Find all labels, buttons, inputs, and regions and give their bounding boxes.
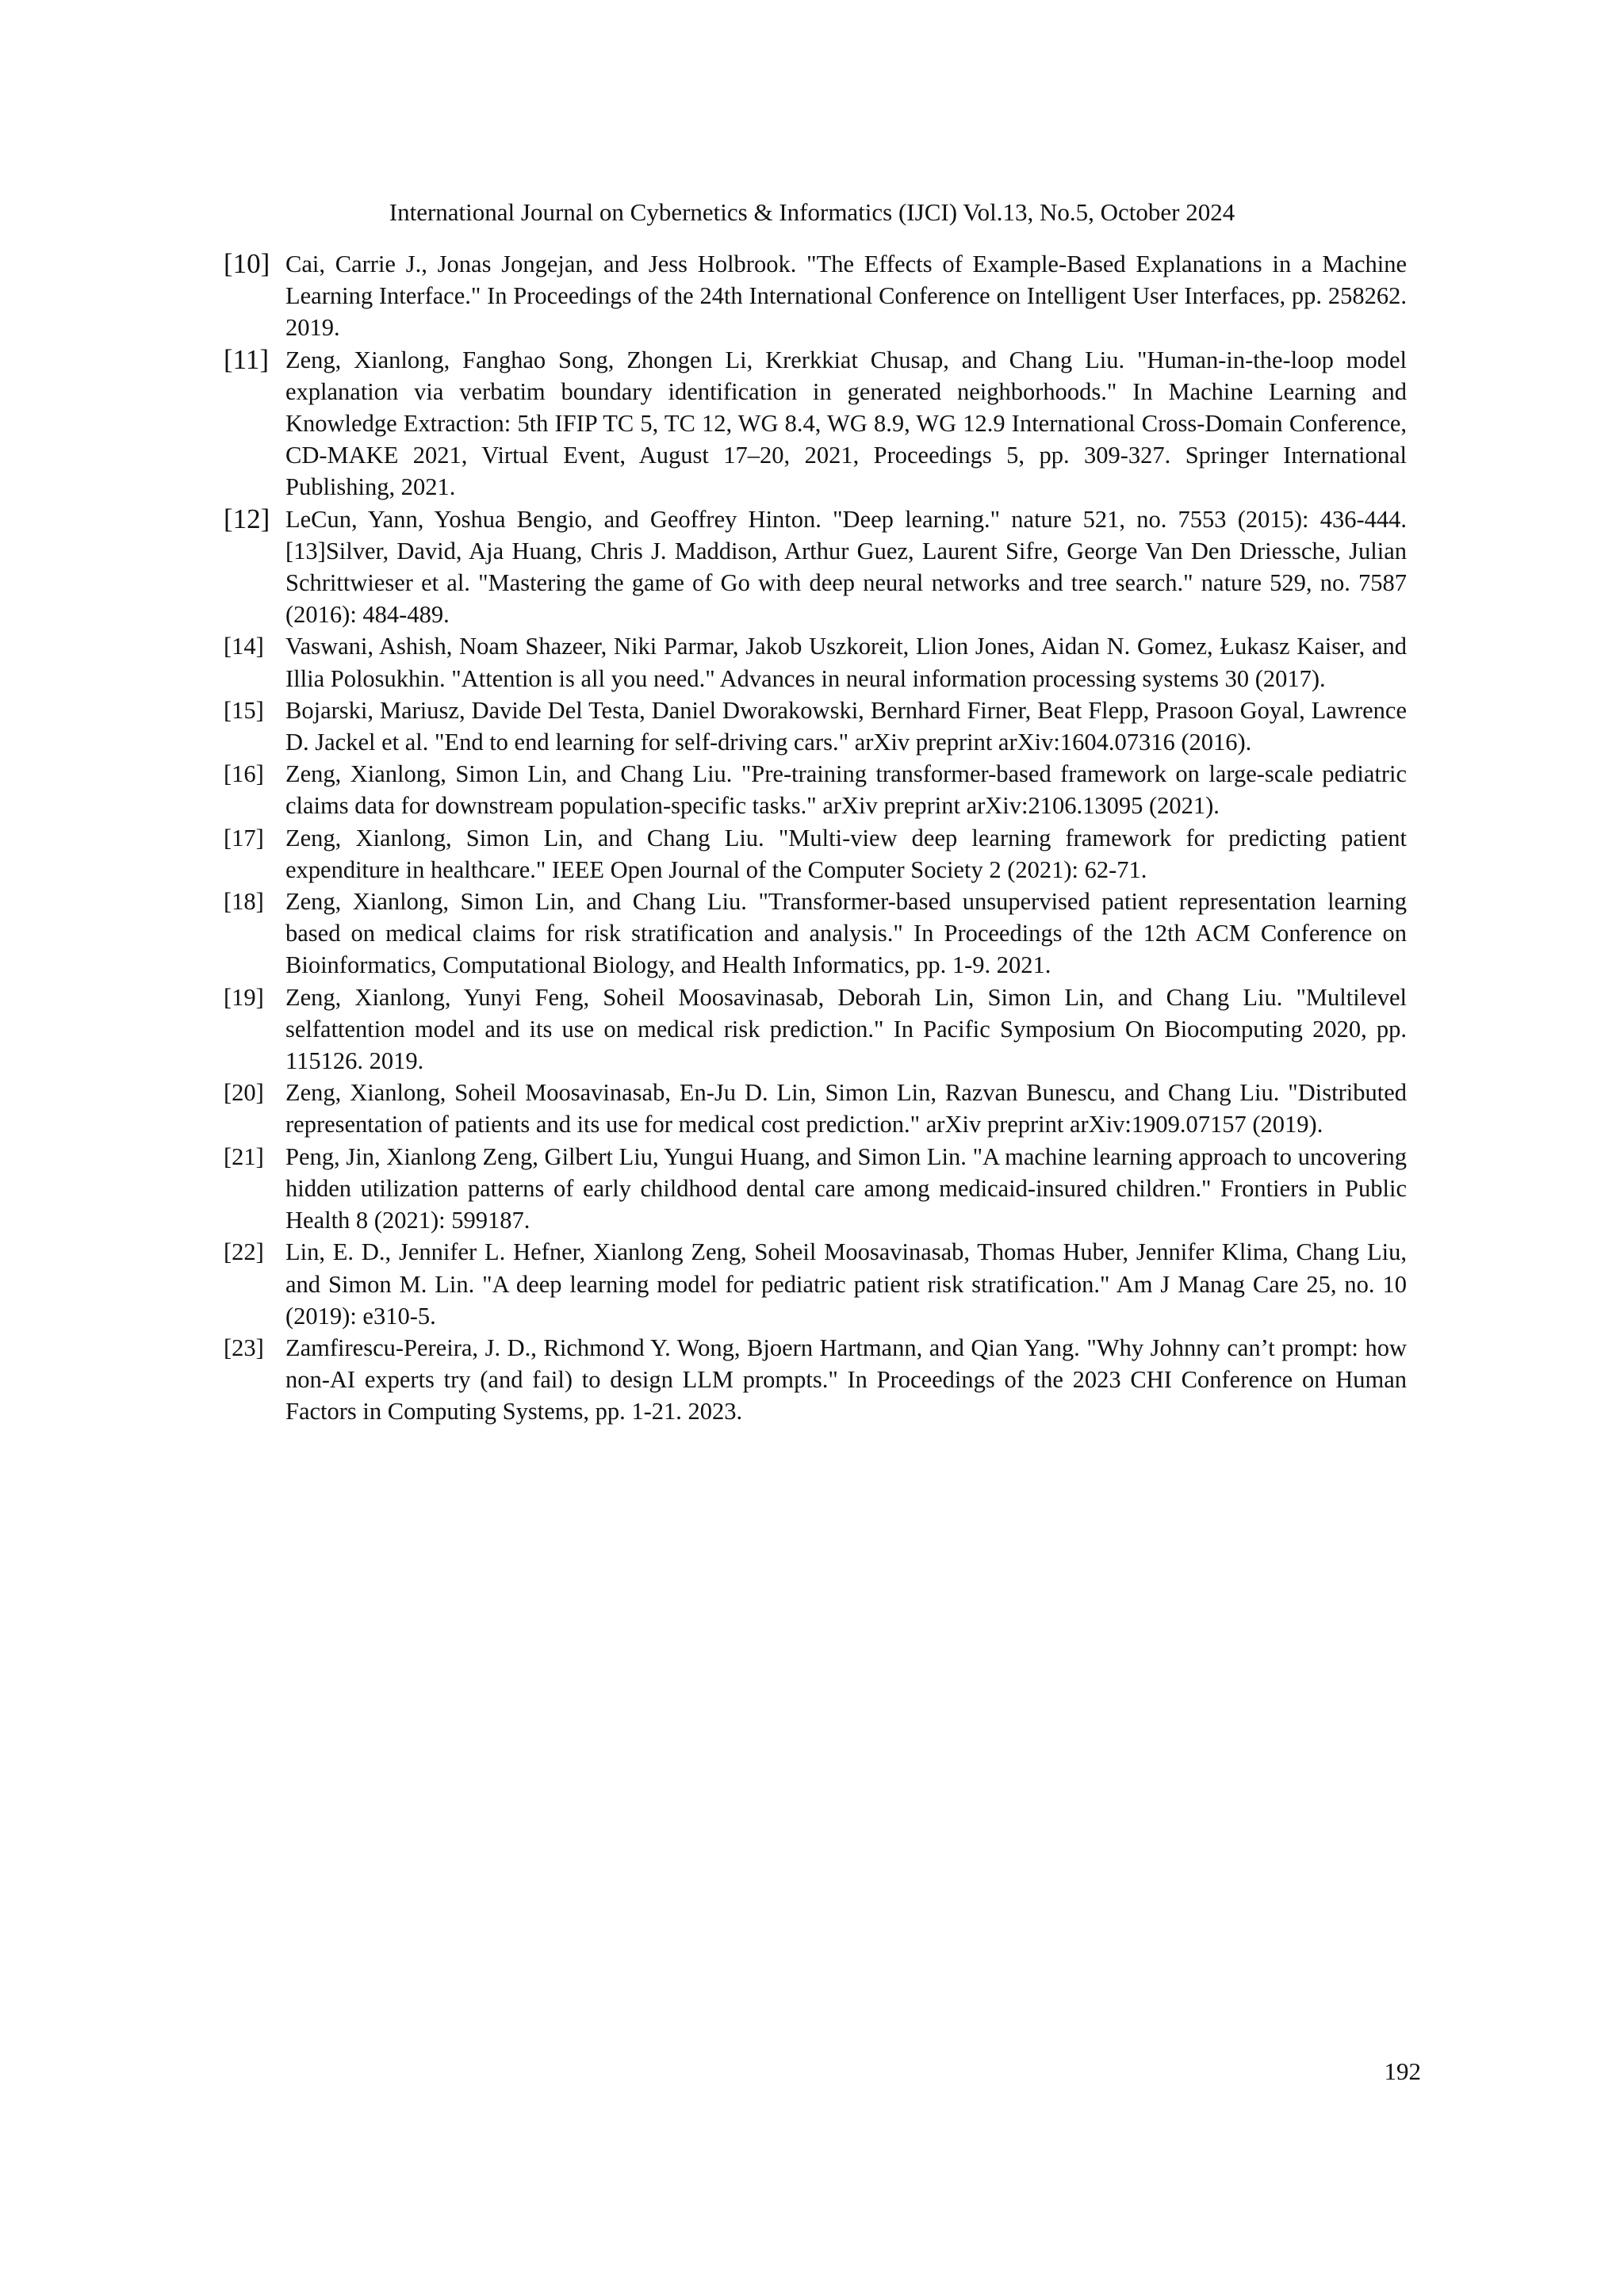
reference-text: Zamfirescu-Pereira, J. D., Richmond Y. Wong, Bjoern Hartmann, and Qian Yang. "Why Johnny can’t prompt: how non-AI experts try (and fail) to design LLM prompts." In Proceedings of the 2023 CHI Conference on Human Factors in Computing Systems, pp. 1-21. 2023. bbox=[285, 1334, 1407, 1425]
reference-item bbox=[224, 503, 1407, 631]
reference-number: [22] bbox=[224, 1238, 264, 1266]
running-header: International Journal on Cybernetics & Informatics (IJCI) Vol.13, No.5, October 2024 bbox=[389, 198, 1235, 226]
reference-number: [19] bbox=[224, 983, 264, 1011]
reference-text: Bojarski, Mariusz, Davide Del Testa, Daniel Dworakowski, Bernhard Firner, Beat Flepp, Prasoon Goyal, Lawrence D. Jackel et al. "End to end learning for self-driving cars." arXiv preprint arXiv:1604.07316 (2016). bbox=[285, 696, 1407, 756]
reference-text: Zeng, Xianlong, Simon Lin, and Chang Liu. "Transformer-based unsupervised patient representation learning based on medical claims for risk stratification and analysis." In Proceedings of the 12th ACM Conference on Bioinformatics, Computational Biology, and Health Informatics, pp. 1-9. 2021. bbox=[285, 888, 1407, 979]
reference-item bbox=[224, 1332, 1407, 1428]
reference-item bbox=[224, 344, 1407, 503]
reference-text: Zeng, Xianlong, Simon Lin, and Chang Liu. "Pre-training transformer-based framework on large-scale pediatric claims data for downstream population-specific tasks." arXiv preprint arXiv:2106.13095 (2021). bbox=[285, 760, 1407, 820]
reference-item bbox=[224, 630, 1407, 694]
reference-number: [17] bbox=[224, 824, 264, 851]
reference-item bbox=[224, 1141, 1407, 1237]
reference-number: [18] bbox=[224, 888, 264, 916]
reference-item bbox=[224, 982, 1407, 1077]
reference-text: Zeng, Xianlong, Simon Lin, and Chang Liu. "Multi-view deep learning framework for predicting patient expenditure in healthcare." IEEE Open Journal of the Computer Society 2 (2021): 62-71. bbox=[285, 824, 1407, 883]
reference-item bbox=[224, 248, 1407, 344]
reference-text: Zeng, Xianlong, Fanghao Song, Zhongen Li, Krerkkiat Chusap, and Chang Liu. "Human-in-the-loop model explanation via verbatim boundary identification in generated neighborhoods." In Machine Learning and Knowledge Extraction: 5th IFIP TC 5, TC 12, WG 8.4, WG 8.9, WG 12.9 International Cross-Domain Conference, CD-MAKE 2021, Virtual Event, August 17–20, 2021, Proceedings 5, pp. 309-327. Springer International Publishing, 2021. bbox=[285, 346, 1407, 501]
reference-text: Cai, Carrie J., Jonas Jongejan, and Jess Holbrook. "The Effects of Example-Based Explanations in a Machine Learning Interface." In Proceedings of the 24th International Conference on Intelligent User Interfaces, pp. 258262. 2019. bbox=[285, 251, 1407, 342]
reference-number: [23] bbox=[224, 1334, 264, 1361]
reference-item bbox=[224, 695, 1407, 758]
reference-number: [12] bbox=[224, 503, 270, 534]
reference-number: [21] bbox=[224, 1142, 264, 1170]
reference-number: [20] bbox=[224, 1079, 264, 1107]
reference-text: Peng, Jin, Xianlong Zeng, Gilbert Liu, Yungui Huang, and Simon Lin. "A machine learning approach to uncovering hidden utilization patterns of early childhood dental care among medicaid-insured children." Frontiers in Public Health 8 (2021): 599187. bbox=[285, 1142, 1407, 1234]
reference-number: [14] bbox=[224, 633, 264, 660]
page-number: 192 bbox=[1384, 2057, 1421, 2085]
reference-number: [15] bbox=[224, 696, 264, 724]
reference-item bbox=[224, 1077, 1407, 1140]
reference-item bbox=[224, 886, 1407, 982]
reference-number: [10] bbox=[224, 248, 270, 279]
reference-text: Vaswani, Ashish, Noam Shazeer, Niki Parmar, Jakob Uszkoreit, Llion Jones, Aidan N. Gomez, Łukasz Kaiser, and Illia Polosukhin. "Attention is all you need." Advances in neural information processing systems 30 (2017). bbox=[285, 633, 1407, 692]
reference-item bbox=[224, 822, 1407, 886]
reference-text: Lin, E. D., Jennifer L. Hefner, Xianlong Zeng, Soheil Moosavinasab, Thomas Huber, Jennifer Klima, Chang Liu, and Simon M. Lin. "A deep learning model for pediatric patient risk stratification." Am J Manag Care 25, no. 10 (2019): e310-5. bbox=[285, 1238, 1407, 1330]
reference-item bbox=[224, 758, 1407, 821]
reference-text: LeCun, Yann, Yoshua Bengio, and Geoffrey Hinton. "Deep learning." nature 521, no. 7553 (2015): 436-444. [13]Silver, David, Aja Huang, Chris J. Maddison, Arthur Guez, Laurent Sifre, George Van Den Driessche, Julian Schrittwieser et al. "Mastering the game of Go with deep neural networks and tree search." nature 529, no. 7587 (2016): 484-489. bbox=[285, 505, 1407, 629]
reference-number: [11] bbox=[224, 343, 270, 375]
reference-list bbox=[224, 248, 1407, 1428]
reference-text: Zeng, Xianlong, Soheil Moosavinasab, En-Ju D. Lin, Simon Lin, Razvan Bunescu, and Chang Liu. "Distributed representation of patients and its use for medical cost prediction." arXiv preprint arXiv:1909.07157 (2019). bbox=[285, 1079, 1407, 1138]
reference-number: [16] bbox=[224, 760, 264, 788]
reference-text: Zeng, Xianlong, Yunyi Feng, Soheil Moosavinasab, Deborah Lin, Simon Lin, and Chang Liu. "Multilevel selfattention model and its use on medical risk prediction." In Pacific Symposium On Biocomputing 2020, pp. 115126. 2019. bbox=[285, 983, 1407, 1075]
reference-item bbox=[224, 1236, 1407, 1332]
